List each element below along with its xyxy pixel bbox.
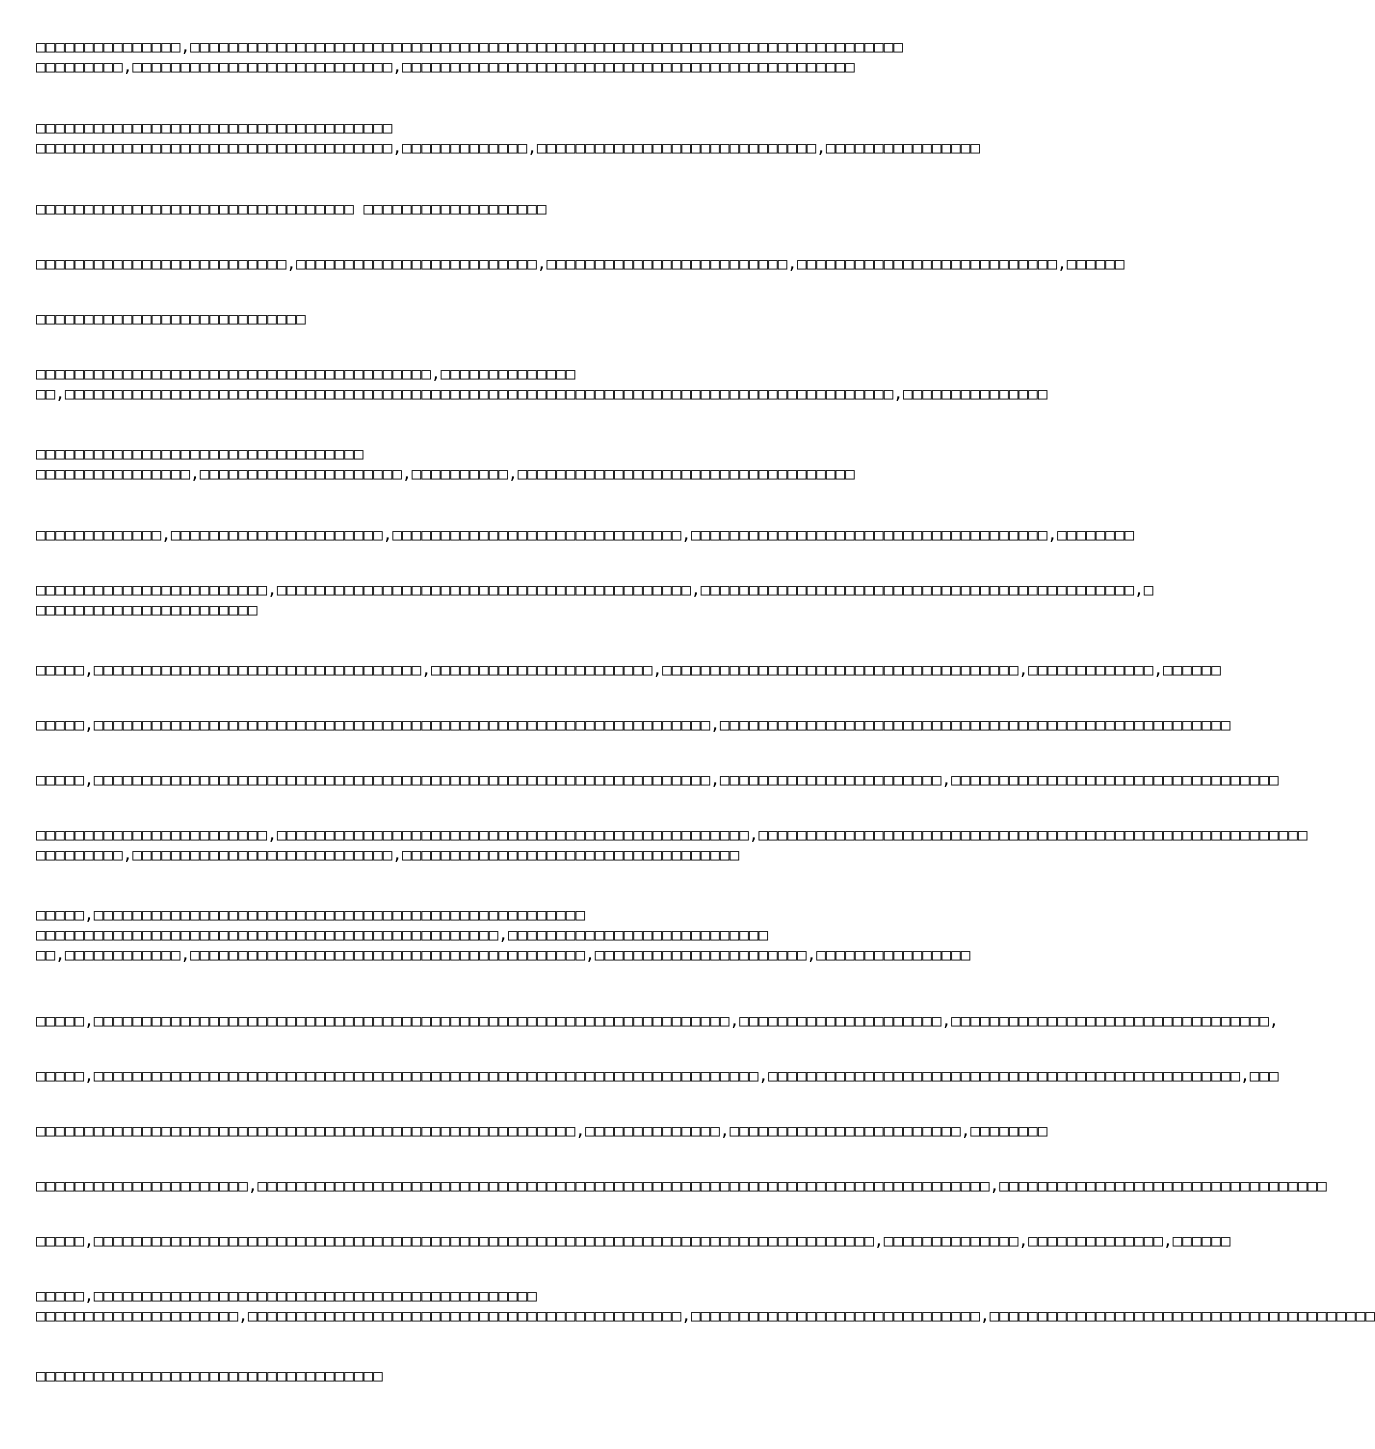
text-line: □□□□□□□□□□□□□□□□□□□□□□□□□□,□□□□□□□□□□□□□□□□□□□□□□□□□,□□□□□□□□□□□□□□□□□□□□□□□□□,□□□□□□□□□□□□□□□□□□□□□□□□□□□,□□□□□□ <box>36 254 1125 273</box>
text-line: □□□□□,□□□□□□□□□□□□□□□□□□□□□□□□□□□□□□□□□□□□□□□□□□□□□□□□□□□□□□□□□□□□□□□□□□□□□□□□□□□□□□□□□,□□□□□□□□□□□□□□,□□□□□□□□□□□□□□,□□□□□□ <box>36 1231 1231 1250</box>
paragraph-10 <box>36 660 1221 680</box>
text-line: □□□□□□□□□,□□□□□□□□□□□□□□□□□□□□□□□□□□□,□□□□□□□□□□□□□□□□□□□□□□□□□□□□□□□□□□□ <box>36 845 740 864</box>
text-line: □□□□□□□□□□□□□□□□□□□□□□□□□□□□□□□□□□ <box>36 444 364 463</box>
paragraph-12 <box>36 770 1279 790</box>
text-line: □□□□□,□□□□□□□□□□□□□□□□□□□□□□□□□□□□□□□□□□□□□□□□□□□□□□□□□□□ <box>36 905 586 924</box>
paragraph-15 <box>36 1011 1279 1031</box>
text-line: □□□□□□□□□□□□□□□□□□□□□□□□□□□□□□□□□□□□□□□□□□□□□□□□□□□□□□□□,□□□□□□□□□□□□□□,□□□□□□□□□□□□□□□□□□□□□□□□,□□□□□□□□ <box>36 1121 1048 1140</box>
text-line: □□□□□□□□□□□□□□□□,□□□□□□□□□□□□□□□□□□□□□,□□□□□□□□□□,□□□□□□□□□□□□□□□□□□□□□□□□□□□□□□□□□□□ <box>36 464 855 483</box>
paragraph-17 <box>36 1121 1048 1141</box>
text-line: □□□□□,□□□□□□□□□□□□□□□□□□□□□□□□□□□□□□□□□□,□□□□□□□□□□□□□□□□□□□□□□□,□□□□□□□□□□□□□□□□□□□□□□□□□□□□□□□□□□□□□,□□□□□□□□□□□□□,□□□□□□ <box>36 660 1221 679</box>
text-line: □□□□□,□□□□□□□□□□□□□□□□□□□□□□□□□□□□□□□□□□□□□□□□□□□□□□□□□□□□□□□□□□□□□□□□□□□□□,□□□□□□□□□□□□□□□□□□□□□□□□□□□□□□□□□□□□□□□□□□□□□□□□□,□□□ <box>36 1066 1279 1085</box>
text-line: □□□□□,□□□□□□□□□□□□□□□□□□□□□□□□□□□□□□□□□□□□□□□□□□□□□□□□□□□□□□□□□□□□□□□□,□□□□□□□□□□□□□□□□□□□□□□□,□□□□□□□□□□□□□□□□□□□□□□□□□□□□□□□□□□ <box>36 770 1279 789</box>
paragraph-14 <box>36 905 990 965</box>
paragraph-5 <box>36 309 990 329</box>
text-line: □□□□□□□□□□□□□,□□□□□□□□□□□□□□□□□□□□□□,□□□□□□□□□□□□□□□□□□□□□□□□□□□□□□,□□□□□□□□□□□□□□□□□□□□□□□□□□□□□□□□□□□□□,□□□□□□□□ <box>36 525 1135 544</box>
text-line: □□□□□□□□□□□□□□□□□□□□□□□□,□□□□□□□□□□□□□□□□□□□□□□□□□□□□□□□□□□□□□□□□□□□□□□□□□,□□□□□□□□□□□□□□□□□□□□□□□□□□□□□□□□□□□□□□□□□□□□□□□□□□□□□□□□□ <box>36 825 1308 844</box>
paragraph-21 <box>36 1366 990 1386</box>
text-line: □□□□□□□□□□□□□□□□□□□□□□□□□□□□□□□□□ □□□□□□□□□□□□□□□□□□□ <box>36 199 547 218</box>
paragraph-11 <box>36 715 1231 735</box>
text-line: □□□□□□□□□□□□□□□,□□□□□□□□□□□□□□□□□□□□□□□□□□□□□□□□□□□□□□□□□□□□□□□□□□□□□□□□□□□□□□□□□□□□□□□□□□ <box>36 37 903 56</box>
text-line: □□□□□□□□□□□□□□□□□□□□□□□ <box>36 600 258 619</box>
text-line: □□□□□,□□□□□□□□□□□□□□□□□□□□□□□□□□□□□□□□□□□□□□□□□□□□□□ <box>36 1286 537 1305</box>
text-line: □□□□□□□□□□□□□□□□□□□□□□□□□□□□□□□□□□□□□□□□□,□□□□□□□□□□□□□□ <box>36 364 576 383</box>
text-line: □□□□□□□□□□□□□□□□□□□□□□□□□□□□□□□□□□□□□ <box>36 118 393 137</box>
text-line: □□□□□□□□□□□□□□□□□□□□□□□□□□□□□□□□□□□□□,□□□□□□□□□□□□□,□□□□□□□□□□□□□□□□□□□□□□□□□□□□□,□□□□□□□□□□□□□□□□ <box>36 138 981 157</box>
text-line: □□□□□□□□□,□□□□□□□□□□□□□□□□□□□□□□□□□□□,□□□□□□□□□□□□□□□□□□□□□□□□□□□□□□□□□□□□□□□□□□□□□□□ <box>36 57 855 76</box>
paragraph-6 <box>36 364 1048 404</box>
text-line: □□,□□□□□□□□□□□□□□□□□□□□□□□□□□□□□□□□□□□□□□□□□□□□□□□□□□□□□□□□□□□□□□□□□□□□□□□□□□□□□□□□□□□□□□,□□□□□□□□□□□□□□□ <box>36 384 1048 403</box>
text-line: □□,□□□□□□□□□□□□,□□□□□□□□□□□□□□□□□□□□□□□□□□□□□□□□□□□□□□□□□,□□□□□□□□□□□□□□□□□□□□□□,□□□□□□□□□□□□□□□□ <box>36 945 971 964</box>
text-line: □□□□□□□□□□□□□□□□□□□□□□□□,□□□□□□□□□□□□□□□□□□□□□□□□□□□□□□□□□□□□□□□□□□□,□□□□□□□□□□□□□□□□□□□□□□□□□□□□□□□□□□□□□□□□□□□□□,□ <box>36 580 1154 599</box>
paragraph-19 <box>36 1231 1231 1251</box>
text-line: □□□□□□□□□□□□□□□□□□□□□,□□□□□□□□□□□□□□□□□□□□□□□□□□□□□□□□□□□□□□□□□□□□□,□□□□□□□□□□□□□□□□□□□□□□□□□□□□□□,□□□□□□□□□□□□□□□□□□□□□□□□□□□□□□□□□□□□□□□□ <box>36 1306 1375 1325</box>
text-line: □□□□□□□□□□□□□□□□□□□□□□□□□□□□ <box>36 309 306 328</box>
text-line: □□□□□□□□□□□□□□□□□□□□□□□□□□□□□□□□□□□□□□□□□□□□□□□□,□□□□□□□□□□□□□□□□□□□□□□□□□□□ <box>36 925 769 944</box>
text-line: □□□□□,□□□□□□□□□□□□□□□□□□□□□□□□□□□□□□□□□□□□□□□□□□□□□□□□□□□□□□□□□□□□□□□□□□,□□□□□□□□□□□□□□□□□□□□□,□□□□□□□□□□□□□□□□□□□□□□□□□□□□□□□□□, <box>36 1011 1279 1030</box>
paragraph-18 <box>36 1176 1327 1196</box>
paragraph-2 <box>36 118 990 158</box>
paragraph-16 <box>36 1066 1279 1086</box>
paragraph-1 <box>36 37 990 77</box>
paragraph-3 <box>36 199 990 219</box>
text-line: □□□□□,□□□□□□□□□□□□□□□□□□□□□□□□□□□□□□□□□□□□□□□□□□□□□□□□□□□□□□□□□□□□□□□□,□□□□□□□□□□□□□□□□□□□□□□□□□□□□□□□□□□□□□□□□□□□□□□□□□□□□□ <box>36 715 1231 734</box>
paragraph-9 <box>36 580 1154 620</box>
paragraph-8 <box>36 525 1135 545</box>
text-line: □□□□□□□□□□□□□□□□□□□□□□□□□□□□□□□□□□□□ <box>36 1366 383 1385</box>
paragraph-4 <box>36 254 1125 274</box>
text-line: □□□□□□□□□□□□□□□□□□□□□□,□□□□□□□□□□□□□□□□□□□□□□□□□□□□□□□□□□□□□□□□□□□□□□□□□□□□□□□□□□□□□□□□□□□□□□□□□□□□,□□□□□□□□□□□□□□□□□□□□□□□□□□□□□□□□□□ <box>36 1176 1327 1195</box>
paragraph-13 <box>36 825 1308 865</box>
paragraph-20 <box>36 1286 1375 1326</box>
paragraph-7 <box>36 444 990 484</box>
